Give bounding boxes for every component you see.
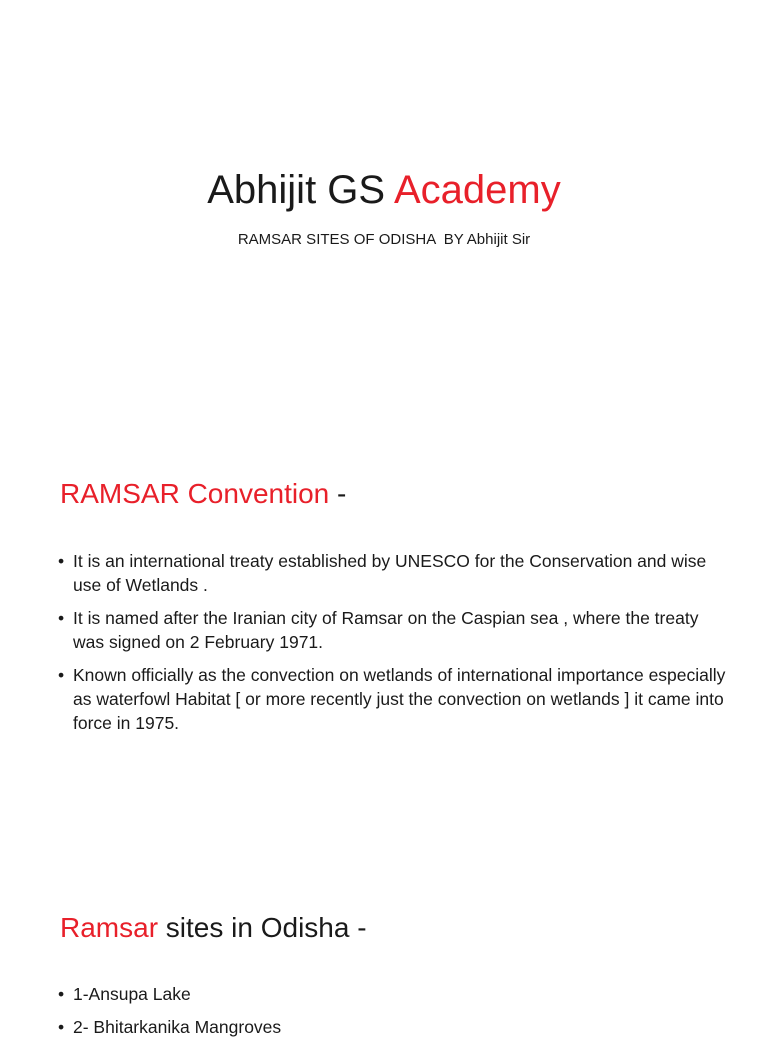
- list-item: [58, 549, 728, 597]
- sites-heading-plain: sites in Odisha -: [158, 912, 367, 943]
- list-item: [58, 1015, 728, 1039]
- list-item: [58, 606, 728, 654]
- title-plain: Abhijit GS: [207, 168, 394, 212]
- convention-slide: [0, 432, 768, 864]
- title-slide: [0, 0, 768, 432]
- subtitle: RAMSAR SITES OF ODISHA BY Abhijit Sir: [237, 231, 531, 248]
- sites-slide: [0, 864, 768, 1037]
- bullet-icon: •: [58, 1017, 65, 1037]
- bullet-icon: •: [58, 551, 65, 571]
- convention-heading-accent: RAMSAR Convention: [60, 478, 330, 509]
- list-item: [58, 663, 728, 735]
- bullet-text: Known officially as the convection on wetlands of international importance especially as waterfowl Habitat [ or more recently just the convection on wetlands ] it came into force in 1975.: [73, 665, 726, 733]
- bullet-text: It is an international treaty established by UNESCO for the Conservation and wise use of Wetlands .: [73, 551, 707, 595]
- main-title: [0, 164, 768, 216]
- convention-heading: [60, 476, 346, 512]
- bullet-text: It is named after the Iranian city of Ramsar on the Caspian sea , where the treaty was signed on 2 February 1971.: [73, 608, 699, 652]
- list-item: [58, 982, 728, 1006]
- bullet-icon: •: [58, 984, 65, 1004]
- sites-heading-accent: Ramsar: [60, 912, 159, 943]
- convention-heading-plain: -: [329, 478, 347, 509]
- title-accent: Academy: [394, 168, 561, 212]
- bullet-text: 2- Bhitarkanika Mangroves: [73, 1017, 282, 1037]
- sites-heading: [60, 910, 367, 946]
- sites-bullet-list: [58, 982, 728, 1048]
- bullet-text: 1-Ansupa Lake: [73, 984, 191, 1004]
- bullet-icon: •: [58, 608, 65, 628]
- bullet-icon: •: [58, 665, 65, 685]
- convention-bullet-list: [58, 549, 728, 744]
